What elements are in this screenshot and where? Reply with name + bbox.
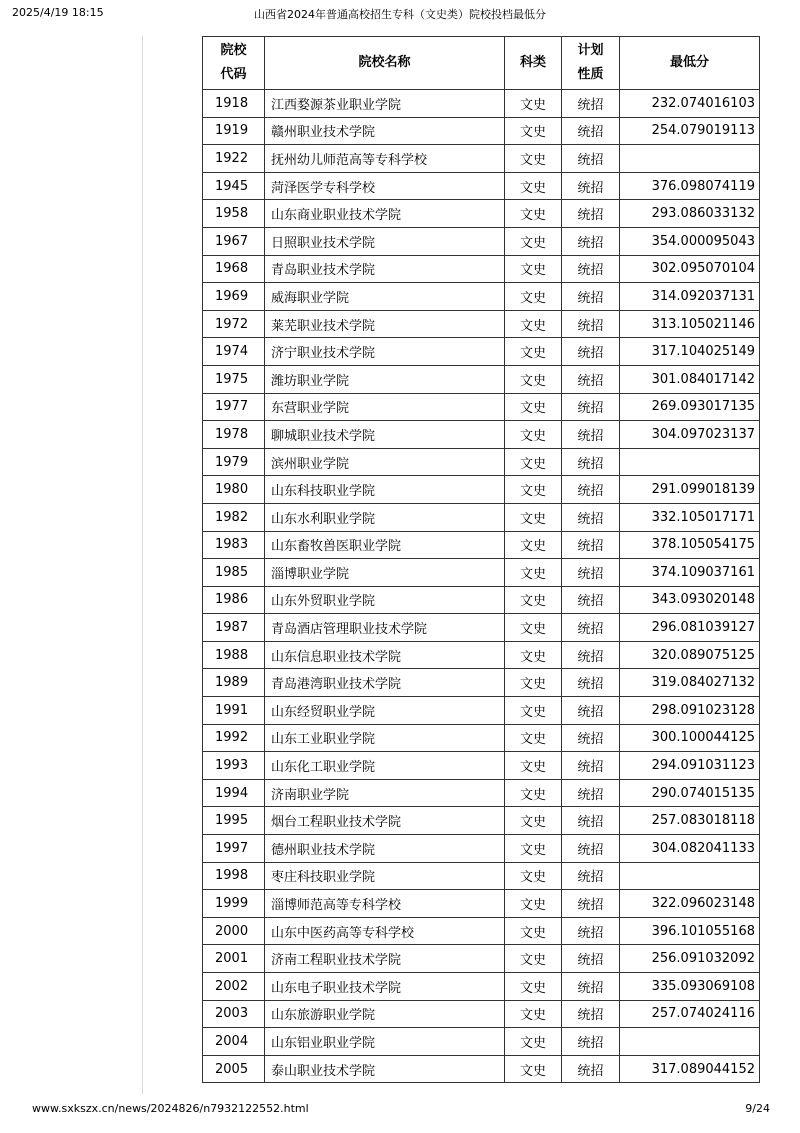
subject-cell: 文史 xyxy=(505,945,562,973)
school-code-cell: 1945 xyxy=(203,172,265,200)
min-score-cell xyxy=(620,448,760,476)
subject-cell: 文史 xyxy=(505,586,562,614)
school-name-cell: 山东外贸职业学院 xyxy=(265,586,505,614)
plan-type-cell: 统招 xyxy=(562,724,620,752)
plan-type-cell: 统招 xyxy=(562,1000,620,1028)
school-code-cell: 1986 xyxy=(203,586,265,614)
min-score-cell xyxy=(620,145,760,173)
header-school-name: 院校名称 xyxy=(265,37,505,90)
subject-cell: 文史 xyxy=(505,283,562,311)
school-name-cell: 山东商业职业技术学院 xyxy=(265,200,505,228)
school-name-cell: 烟台工程职业技术学院 xyxy=(265,807,505,835)
plan-type-cell: 统招 xyxy=(562,531,620,559)
school-code-cell: 1968 xyxy=(203,255,265,283)
plan-type-cell: 统招 xyxy=(562,862,620,890)
table-row xyxy=(203,862,760,890)
plan-type-cell: 统招 xyxy=(562,752,620,780)
school-name-cell: 济南职业学院 xyxy=(265,779,505,807)
min-score-cell: 301.084017142 xyxy=(620,365,760,393)
school-name-cell: 莱芜职业技术学院 xyxy=(265,310,505,338)
school-name-cell: 江西婺源茶业职业学院 xyxy=(265,90,505,118)
school-name-cell: 威海职业学院 xyxy=(265,283,505,311)
table-row xyxy=(203,283,760,311)
school-name-cell: 山东水利职业学院 xyxy=(265,503,505,531)
subject-cell: 文史 xyxy=(505,1055,562,1083)
table-row xyxy=(203,531,760,559)
table-row xyxy=(203,835,760,863)
subject-cell: 文史 xyxy=(505,421,562,449)
print-timestamp: 2025/4/19 18:15 xyxy=(12,6,104,19)
table-row xyxy=(203,200,760,228)
table-row xyxy=(203,90,760,118)
school-code-cell: 2002 xyxy=(203,973,265,1001)
subject-cell: 文史 xyxy=(505,973,562,1001)
school-name-cell: 山东工业职业学院 xyxy=(265,724,505,752)
table-row xyxy=(203,614,760,642)
table-header-row xyxy=(203,37,760,90)
school-code-cell: 1994 xyxy=(203,779,265,807)
page-number: 9/24 xyxy=(745,1102,770,1115)
table-row xyxy=(203,421,760,449)
min-score-cell: 296.081039127 xyxy=(620,614,760,642)
subject-cell: 文史 xyxy=(505,669,562,697)
subject-cell: 文史 xyxy=(505,227,562,255)
school-code-cell: 2003 xyxy=(203,1000,265,1028)
school-code-cell: 1972 xyxy=(203,310,265,338)
school-name-cell: 山东电子职业技术学院 xyxy=(265,973,505,1001)
school-name-cell: 菏泽医学专科学校 xyxy=(265,172,505,200)
plan-type-cell: 统招 xyxy=(562,890,620,918)
school-name-cell: 淄博师范高等专科学校 xyxy=(265,890,505,918)
school-name-cell: 山东畜牧兽医职业学院 xyxy=(265,531,505,559)
school-name-cell: 济宁职业技术学院 xyxy=(265,338,505,366)
min-score-cell: 378.105054175 xyxy=(620,531,760,559)
admission-score-table xyxy=(202,36,760,1083)
school-name-cell: 日照职业技术学院 xyxy=(265,227,505,255)
subject-cell: 文史 xyxy=(505,255,562,283)
school-code-cell: 1987 xyxy=(203,614,265,642)
school-name-cell: 枣庄科技职业学院 xyxy=(265,862,505,890)
plan-type-cell: 统招 xyxy=(562,476,620,504)
min-score-cell: 290.074015135 xyxy=(620,779,760,807)
min-score-cell: 300.100044125 xyxy=(620,724,760,752)
school-code-cell: 2005 xyxy=(203,1055,265,1083)
school-name-cell: 山东科技职业学院 xyxy=(265,476,505,504)
table-row xyxy=(203,1055,760,1083)
table-row xyxy=(203,697,760,725)
school-code-cell: 1967 xyxy=(203,227,265,255)
subject-cell: 文史 xyxy=(505,917,562,945)
plan-type-cell: 统招 xyxy=(562,641,620,669)
header-plan-line2: 性质 xyxy=(577,67,604,82)
min-score-cell xyxy=(620,1028,760,1056)
plan-type-cell: 统招 xyxy=(562,917,620,945)
school-code-cell: 1991 xyxy=(203,697,265,725)
min-score-cell: 291.099018139 xyxy=(620,476,760,504)
school-code-cell: 1918 xyxy=(203,90,265,118)
min-score-cell: 320.089075125 xyxy=(620,641,760,669)
min-score-cell: 332.105017171 xyxy=(620,503,760,531)
plan-type-cell: 统招 xyxy=(562,338,620,366)
school-code-cell: 2004 xyxy=(203,1028,265,1056)
school-code-cell: 1985 xyxy=(203,559,265,587)
subject-cell: 文史 xyxy=(505,641,562,669)
school-code-cell: 1980 xyxy=(203,476,265,504)
margin-divider xyxy=(142,36,143,1094)
min-score-cell: 302.095070104 xyxy=(620,255,760,283)
header-plan-type xyxy=(562,37,620,90)
school-name-cell: 潍坊职业学院 xyxy=(265,365,505,393)
plan-type-cell: 统招 xyxy=(562,503,620,531)
min-score-cell: 298.091023128 xyxy=(620,697,760,725)
plan-type-cell: 统招 xyxy=(562,421,620,449)
school-name-cell: 山东经贸职业学院 xyxy=(265,697,505,725)
table-row xyxy=(203,1000,760,1028)
subject-cell: 文史 xyxy=(505,835,562,863)
min-score-cell: 254.079019113 xyxy=(620,117,760,145)
school-code-cell: 2000 xyxy=(203,917,265,945)
subject-cell: 文史 xyxy=(505,890,562,918)
min-score-cell: 376.098074119 xyxy=(620,172,760,200)
school-code-cell: 1979 xyxy=(203,448,265,476)
school-code-cell: 1977 xyxy=(203,393,265,421)
min-score-cell: 269.093017135 xyxy=(620,393,760,421)
school-code-cell: 1982 xyxy=(203,503,265,531)
school-name-cell: 青岛港湾职业技术学院 xyxy=(265,669,505,697)
table-row xyxy=(203,393,760,421)
subject-cell: 文史 xyxy=(505,862,562,890)
min-score-cell: 293.086033132 xyxy=(620,200,760,228)
school-code-cell: 1974 xyxy=(203,338,265,366)
school-code-cell: 2001 xyxy=(203,945,265,973)
plan-type-cell: 统招 xyxy=(562,1028,620,1056)
table-row xyxy=(203,917,760,945)
subject-cell: 文史 xyxy=(505,559,562,587)
header-school-code xyxy=(203,37,265,90)
subject-cell: 文史 xyxy=(505,614,562,642)
plan-type-cell: 统招 xyxy=(562,807,620,835)
school-code-cell: 1919 xyxy=(203,117,265,145)
plan-type-cell: 统招 xyxy=(562,227,620,255)
plan-type-cell: 统招 xyxy=(562,697,620,725)
subject-cell: 文史 xyxy=(505,90,562,118)
school-name-cell: 青岛酒店管理职业技术学院 xyxy=(265,614,505,642)
school-code-cell: 1988 xyxy=(203,641,265,669)
school-code-cell: 1958 xyxy=(203,200,265,228)
plan-type-cell: 统招 xyxy=(562,200,620,228)
subject-cell: 文史 xyxy=(505,365,562,393)
min-score-cell: 317.089044152 xyxy=(620,1055,760,1083)
subject-cell: 文史 xyxy=(505,200,562,228)
table-row xyxy=(203,172,760,200)
school-name-cell: 山东信息职业技术学院 xyxy=(265,641,505,669)
min-score-cell: 304.082041133 xyxy=(620,835,760,863)
subject-cell: 文史 xyxy=(505,338,562,366)
table-row xyxy=(203,559,760,587)
table-row xyxy=(203,779,760,807)
school-name-cell: 德州职业技术学院 xyxy=(265,835,505,863)
min-score-cell: 354.000095043 xyxy=(620,227,760,255)
school-name-cell: 青岛职业技术学院 xyxy=(265,255,505,283)
header-min-score: 最低分 xyxy=(620,37,760,90)
min-score-cell: 317.104025149 xyxy=(620,338,760,366)
school-name-cell: 山东旅游职业学院 xyxy=(265,1000,505,1028)
subject-cell: 文史 xyxy=(505,697,562,725)
table-row xyxy=(203,973,760,1001)
school-name-cell: 山东中医药高等专科学校 xyxy=(265,917,505,945)
plan-type-cell: 统招 xyxy=(562,559,620,587)
school-name-cell: 泰山职业技术学院 xyxy=(265,1055,505,1083)
min-score-cell: 294.091031123 xyxy=(620,752,760,780)
min-score-cell: 314.092037131 xyxy=(620,283,760,311)
table-row xyxy=(203,807,760,835)
min-score-cell: 335.093069108 xyxy=(620,973,760,1001)
plan-type-cell: 统招 xyxy=(562,310,620,338)
subject-cell: 文史 xyxy=(505,503,562,531)
school-code-cell: 1997 xyxy=(203,835,265,863)
subject-cell: 文史 xyxy=(505,117,562,145)
subject-cell: 文史 xyxy=(505,393,562,421)
subject-cell: 文史 xyxy=(505,807,562,835)
table-row xyxy=(203,365,760,393)
school-code-cell: 1983 xyxy=(203,531,265,559)
table-row xyxy=(203,310,760,338)
table-row xyxy=(203,724,760,752)
school-name-cell: 滨州职业学院 xyxy=(265,448,505,476)
plan-type-cell: 统招 xyxy=(562,1055,620,1083)
school-name-cell: 赣州职业技术学院 xyxy=(265,117,505,145)
table-row xyxy=(203,476,760,504)
subject-cell: 文史 xyxy=(505,172,562,200)
table-row xyxy=(203,1028,760,1056)
plan-type-cell: 统招 xyxy=(562,393,620,421)
school-code-cell: 1969 xyxy=(203,283,265,311)
plan-type-cell: 统招 xyxy=(562,614,620,642)
school-code-cell: 1922 xyxy=(203,145,265,173)
school-name-cell: 聊城职业技术学院 xyxy=(265,421,505,449)
page-title: 山西省2024年普通高校招生专科（文史类）院校投档最低分 xyxy=(254,8,546,21)
page-url: www.sxkszx.cn/news/2024826/n7932122552.html xyxy=(32,1102,309,1115)
plan-type-cell: 统招 xyxy=(562,586,620,614)
min-score-cell: 374.109037161 xyxy=(620,559,760,587)
subject-cell: 文史 xyxy=(505,310,562,338)
table-row xyxy=(203,227,760,255)
school-code-cell: 1978 xyxy=(203,421,265,449)
subject-cell: 文史 xyxy=(505,1028,562,1056)
min-score-cell: 319.084027132 xyxy=(620,669,760,697)
min-score-cell xyxy=(620,862,760,890)
school-code-cell: 1992 xyxy=(203,724,265,752)
plan-type-cell: 统招 xyxy=(562,669,620,697)
subject-cell: 文史 xyxy=(505,724,562,752)
plan-type-cell: 统招 xyxy=(562,365,620,393)
plan-type-cell: 统招 xyxy=(562,283,620,311)
school-code-cell: 1998 xyxy=(203,862,265,890)
table-row xyxy=(203,669,760,697)
plan-type-cell: 统招 xyxy=(562,448,620,476)
plan-type-cell: 统招 xyxy=(562,973,620,1001)
subject-cell: 文史 xyxy=(505,752,562,780)
subject-cell: 文史 xyxy=(505,448,562,476)
header-plan-line1: 计划 xyxy=(577,43,604,58)
school-code-cell: 1975 xyxy=(203,365,265,393)
min-score-cell: 313.105021146 xyxy=(620,310,760,338)
table-row xyxy=(203,117,760,145)
table-row xyxy=(203,338,760,366)
min-score-cell: 232.074016103 xyxy=(620,90,760,118)
min-score-cell: 396.101055168 xyxy=(620,917,760,945)
school-code-cell: 1995 xyxy=(203,807,265,835)
min-score-cell: 257.083018118 xyxy=(620,807,760,835)
table-row xyxy=(203,145,760,173)
table-row xyxy=(203,752,760,780)
plan-type-cell: 统招 xyxy=(562,145,620,173)
school-name-cell: 东营职业学院 xyxy=(265,393,505,421)
school-code-cell: 1989 xyxy=(203,669,265,697)
school-code-cell: 1993 xyxy=(203,752,265,780)
min-score-cell: 343.093020148 xyxy=(620,586,760,614)
plan-type-cell: 统招 xyxy=(562,779,620,807)
table-row xyxy=(203,641,760,669)
plan-type-cell: 统招 xyxy=(562,945,620,973)
header-subject: 科类 xyxy=(505,37,562,90)
table-row xyxy=(203,448,760,476)
subject-cell: 文史 xyxy=(505,779,562,807)
school-name-cell: 济南工程职业技术学院 xyxy=(265,945,505,973)
subject-cell: 文史 xyxy=(505,1000,562,1028)
table-row xyxy=(203,890,760,918)
min-score-cell: 322.096023148 xyxy=(620,890,760,918)
header-code-line1: 院校 xyxy=(220,43,247,58)
plan-type-cell: 统招 xyxy=(562,172,620,200)
table-row xyxy=(203,945,760,973)
school-code-cell: 1999 xyxy=(203,890,265,918)
min-score-cell: 256.091032092 xyxy=(620,945,760,973)
min-score-cell: 304.097023137 xyxy=(620,421,760,449)
header-code-line2: 代码 xyxy=(220,67,247,82)
school-name-cell: 山东化工职业学院 xyxy=(265,752,505,780)
subject-cell: 文史 xyxy=(505,531,562,559)
school-name-cell: 淄博职业学院 xyxy=(265,559,505,587)
table-row xyxy=(203,503,760,531)
school-name-cell: 山东铝业职业学院 xyxy=(265,1028,505,1056)
table-row xyxy=(203,255,760,283)
plan-type-cell: 统招 xyxy=(562,90,620,118)
table-row xyxy=(203,586,760,614)
min-score-cell: 257.074024116 xyxy=(620,1000,760,1028)
subject-cell: 文史 xyxy=(505,145,562,173)
subject-cell: 文史 xyxy=(505,476,562,504)
plan-type-cell: 统招 xyxy=(562,117,620,145)
plan-type-cell: 统招 xyxy=(562,835,620,863)
school-name-cell: 抚州幼儿师范高等专科学校 xyxy=(265,145,505,173)
plan-type-cell: 统招 xyxy=(562,255,620,283)
